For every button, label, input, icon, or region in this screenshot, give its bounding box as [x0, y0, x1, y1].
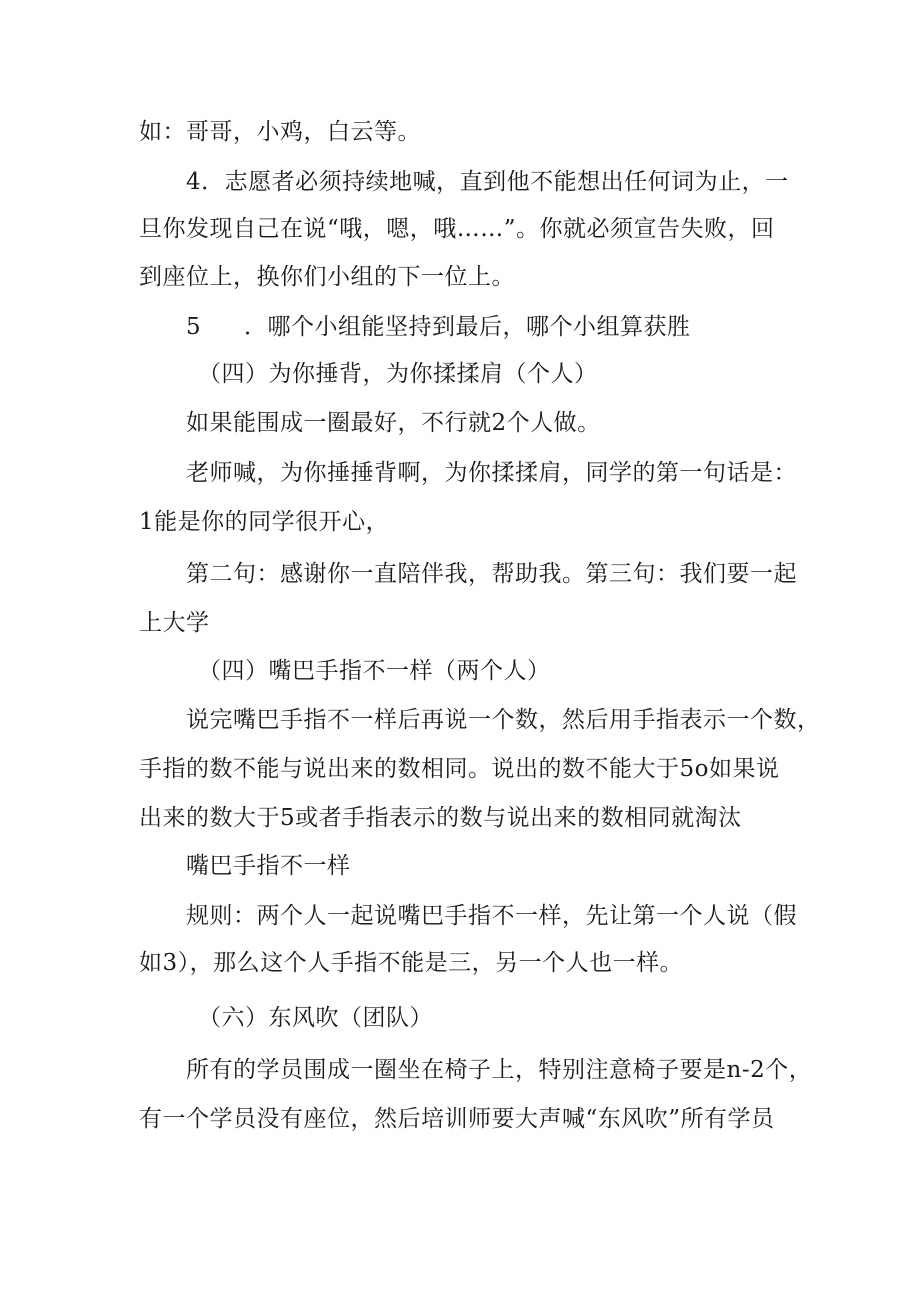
section-heading: （六）东风吹（团队） — [198, 1005, 433, 1031]
text-line: ．哪个小组能坚持到最后，哪个小组算获胜 — [244, 314, 691, 340]
text-line: 上大学 — [139, 610, 210, 636]
text-line: 如果能围成一圈最好，不行就2个人做。 — [186, 410, 601, 436]
text-line: 说完嘴巴手指不一样后再说一个数，然后用手指表示一个数， — [186, 707, 821, 733]
text-line: 旦你发现自己在说“哦，嗯，哦……”。你就必须宣告失败，回 — [139, 216, 775, 242]
text-line: 4．志愿者必须持续地喊，直到他不能想出任何词为止，一 — [186, 169, 789, 195]
text-line: 手指的数不能与说出来的数相同。说出的数不能大于5o如果说 — [139, 756, 780, 782]
text-line: 到座位上，换你们小组的下一位上。 — [139, 264, 515, 290]
text-line: 嘴巴手指不一样 — [186, 853, 351, 879]
text-line: 规则：两个人一起说嘴巴手指不一样，先让第一个人说（假 — [186, 903, 797, 929]
text-line: 1能是你的同学很开心， — [139, 509, 390, 535]
text-line: 出来的数大于5或者手指表示的数与说出来的数相同就淘汰 — [139, 805, 742, 831]
text-line: 第二句：感谢你一直陪伴我，帮助我。第三句：我们要一起 — [186, 561, 797, 587]
list-number: 5 — [186, 314, 202, 340]
text-line: 如：哥哥，小鸡，白云等。 — [139, 119, 421, 145]
text-line: 有一个学员没有座位，然后培训师要大声喊“东风吹”所有学员 — [139, 1106, 775, 1132]
text-line: 所有的学员围成一圈坐在椅子上，特别注意椅子要是n-2个， — [186, 1057, 813, 1083]
text-line: 老师喊，为你捶捶背啊，为你揉揉肩，同学的第一句话是： — [186, 460, 797, 486]
section-heading: （四）为你捶背，为你揉揉肩（个人） — [198, 361, 598, 387]
section-heading: （四）嘴巴手指不一样（两个人） — [198, 658, 551, 684]
text-line: 如3），那么这个人手指不能是三，另一个人也一样。 — [139, 950, 684, 976]
